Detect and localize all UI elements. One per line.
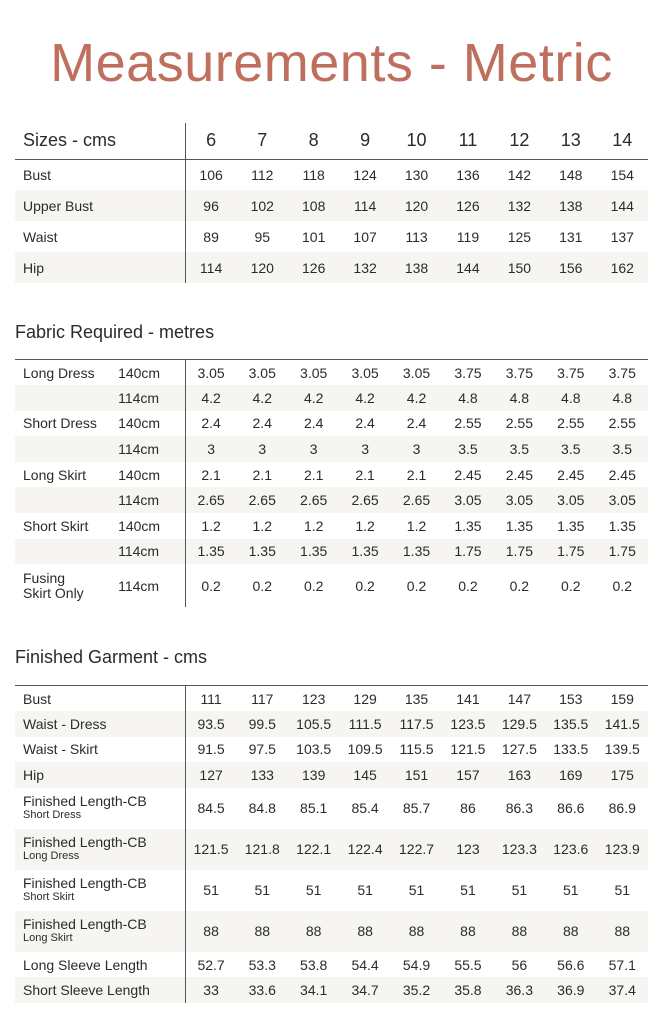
size-header: 7 — [237, 123, 288, 159]
value-cell: 112 — [251, 166, 274, 183]
value-cell: 142 — [507, 166, 532, 183]
value-cell: 2.65 — [339, 487, 390, 513]
value-cell: 85.7 — [402, 800, 431, 817]
value-cell: 138 — [545, 190, 596, 221]
value-cell: 4.2 — [185, 385, 236, 411]
value-cell: 2.45 — [505, 466, 533, 483]
value-cell: 88 — [237, 911, 288, 952]
value-cell: 34.1 — [288, 977, 339, 1003]
value-cell: 51 — [305, 882, 322, 899]
value-cell: 4.2 — [391, 385, 442, 411]
value-cell: 130 — [404, 166, 429, 183]
fabric-width: 114cm — [118, 436, 185, 462]
value-cell: 0.2 — [406, 577, 427, 594]
value-cell: 37.4 — [597, 977, 649, 1003]
value-cell: 54.4 — [351, 956, 379, 973]
value-cell: 0.2 — [252, 577, 272, 594]
value-cell: 2.65 — [288, 487, 339, 513]
value-cell: 1.35 — [391, 539, 442, 565]
value-cell: 157 — [442, 762, 493, 788]
value-cell: 3.05 — [185, 360, 236, 386]
value-cell: 123.3 — [494, 829, 545, 870]
value-cell: 129 — [353, 690, 377, 707]
row-label: Waist - Skirt — [23, 741, 98, 758]
value-cell: 84.5 — [185, 788, 236, 829]
table-row — [15, 360, 648, 386]
value-cell: 163 — [494, 762, 545, 788]
row-label: Hip — [15, 762, 185, 788]
value-cell: 51 — [460, 882, 476, 899]
value-cell: 3.75 — [557, 364, 585, 381]
value-cell: 91.5 — [185, 737, 236, 763]
value-cell: 105.5 — [288, 711, 339, 737]
value-cell: 111.5 — [339, 711, 390, 737]
value-cell: 136 — [456, 166, 480, 183]
value-cell: 2.1 — [303, 466, 324, 483]
value-cell: 109.5 — [347, 741, 383, 758]
value-cell: 55.5 — [454, 956, 482, 973]
value-cell: 150 — [494, 252, 545, 283]
value-cell: 125 — [507, 228, 532, 245]
table-row — [15, 436, 648, 462]
value-cell: 144 — [597, 190, 649, 221]
table-row — [15, 487, 648, 513]
value-cell: 88 — [494, 911, 545, 952]
body-measurements-table — [15, 123, 648, 283]
value-cell: 114 — [185, 252, 236, 283]
sizes-header-label: Sizes - cms — [15, 123, 185, 159]
value-cell: 1.35 — [185, 539, 236, 565]
value-cell: 127 — [185, 762, 236, 788]
table-row — [15, 911, 648, 952]
value-cell: 56.6 — [557, 956, 585, 973]
value-cell: 2.4 — [355, 415, 375, 432]
value-cell: 51 — [185, 870, 236, 911]
row-label: Waist - Dress — [15, 711, 185, 737]
value-cell: 3 — [288, 436, 339, 462]
row-label: Short Skirt — [23, 517, 89, 534]
value-cell: 86 — [460, 800, 476, 817]
value-cell: 1.35 — [339, 539, 390, 565]
value-cell: 1.75 — [494, 539, 545, 565]
value-cell: 1.75 — [442, 539, 493, 565]
value-cell: 123.6 — [545, 829, 596, 870]
value-cell: 122.1 — [288, 829, 339, 870]
value-cell: 101 — [302, 228, 326, 245]
value-cell: 3.75 — [608, 364, 636, 381]
row-label: Waist — [23, 228, 58, 245]
value-cell: 85.4 — [351, 800, 379, 817]
value-cell: 0.2 — [458, 577, 478, 594]
table-row — [15, 190, 648, 221]
row-label — [15, 788, 185, 829]
value-cell: 4.8 — [494, 385, 545, 411]
value-cell: 53.3 — [248, 956, 276, 973]
fabric-width: 114cm — [118, 539, 185, 565]
size-header: 8 — [288, 123, 339, 159]
value-cell: 3.05 — [494, 487, 545, 513]
value-cell: 148 — [559, 166, 583, 183]
fusing-label-line1: Fusing — [23, 569, 66, 586]
row-label-sub: Short Skirt — [23, 891, 75, 904]
row-label — [15, 564, 118, 607]
value-cell: 141 — [456, 690, 480, 707]
row-label-main: Finished Length-CB — [23, 793, 147, 810]
table-row — [15, 977, 648, 1003]
value-cell: 2.1 — [406, 466, 427, 483]
value-cell: 1.35 — [557, 517, 585, 534]
table-row — [15, 870, 648, 911]
value-cell: 1.2 — [355, 517, 375, 534]
row-label — [15, 870, 185, 911]
value-cell: 89 — [185, 221, 236, 252]
size-header: 6 — [185, 123, 236, 159]
value-cell: 3.05 — [402, 364, 431, 381]
value-cell: 2.1 — [355, 466, 375, 483]
row-label: Bust — [23, 166, 52, 183]
value-cell: 88 — [339, 911, 390, 952]
value-cell: 4.8 — [442, 385, 493, 411]
value-cell: 0.2 — [185, 564, 236, 607]
value-cell: 88 — [442, 911, 493, 952]
value-cell: 132 — [339, 252, 390, 283]
value-cell: 2.65 — [391, 487, 442, 513]
row-label — [15, 911, 185, 952]
row-label — [15, 829, 185, 870]
value-cell: 131 — [559, 228, 583, 245]
value-cell: 53.8 — [300, 956, 328, 973]
value-cell: 175 — [597, 762, 649, 788]
value-cell: 3.05 — [351, 364, 379, 381]
row-label: Short Dress — [23, 415, 97, 432]
row-label-main: Finished Length-CB — [23, 834, 147, 851]
value-cell: 1.35 — [505, 517, 533, 534]
row-label — [15, 385, 118, 411]
table-row — [15, 252, 648, 283]
value-cell: 151 — [391, 762, 442, 788]
size-header: 12 — [494, 123, 545, 159]
value-cell: 1.75 — [597, 539, 649, 565]
value-cell: 51 — [408, 882, 425, 899]
value-cell: 3.05 — [300, 364, 328, 381]
value-cell: 3 — [339, 436, 390, 462]
value-cell: 1.2 — [303, 517, 324, 534]
value-cell: 113 — [405, 228, 428, 245]
value-cell: 2.45 — [454, 466, 482, 483]
value-cell: 138 — [391, 252, 442, 283]
value-cell: 57.1 — [608, 956, 636, 973]
value-cell: 3.05 — [597, 487, 649, 513]
value-cell: 0.2 — [612, 577, 632, 594]
size-header: 10 — [391, 123, 442, 159]
value-cell: 96 — [185, 190, 236, 221]
value-cell: 4.8 — [545, 385, 596, 411]
value-cell: 1.75 — [545, 539, 596, 565]
value-cell: 132 — [494, 190, 545, 221]
row-label-sub: Long Skirt — [23, 932, 73, 945]
value-cell: 123.5 — [442, 711, 493, 737]
value-cell: 88 — [597, 911, 649, 952]
value-cell: 4.2 — [339, 385, 390, 411]
row-label-main: Finished Length-CB — [23, 875, 147, 892]
value-cell: 103.5 — [296, 741, 332, 758]
row-label — [15, 539, 118, 565]
value-cell: 107 — [353, 228, 377, 245]
value-cell: 1.35 — [237, 539, 288, 565]
value-cell: 2.45 — [557, 466, 585, 483]
table-row — [15, 513, 648, 539]
value-cell: 133.5 — [553, 741, 589, 758]
value-cell: 139.5 — [604, 741, 640, 758]
size-header: 13 — [545, 123, 596, 159]
fabric-width: 140cm — [118, 466, 161, 483]
value-cell: 154 — [610, 166, 634, 183]
value-cell: 126 — [442, 190, 493, 221]
value-cell: 86.3 — [505, 800, 533, 817]
value-cell: 139 — [288, 762, 339, 788]
value-cell: 115.5 — [399, 741, 434, 758]
row-label: Upper Bust — [15, 190, 185, 221]
value-cell: 147 — [507, 690, 532, 707]
value-cell: 97.5 — [248, 741, 276, 758]
size-header: 9 — [339, 123, 390, 159]
value-cell: 159 — [610, 690, 634, 707]
value-cell: 1.2 — [252, 517, 272, 534]
value-cell: 1.35 — [288, 539, 339, 565]
finished-garment-table — [15, 685, 648, 1003]
value-cell: 36.3 — [494, 977, 545, 1003]
value-cell: 120 — [391, 190, 442, 221]
fabric-width: 140cm — [118, 415, 161, 432]
fabric-required-table — [15, 359, 648, 607]
table-row — [15, 737, 648, 763]
table-row — [15, 829, 648, 870]
value-cell: 3.75 — [505, 364, 533, 381]
value-cell: 4.2 — [288, 385, 339, 411]
value-cell: 88 — [391, 911, 442, 952]
value-cell: 118 — [302, 166, 325, 183]
value-cell: 126 — [288, 252, 339, 283]
value-cell: 129.5 — [494, 711, 545, 737]
value-cell: 3.5 — [494, 436, 545, 462]
value-cell: 135.5 — [545, 711, 596, 737]
row-label — [15, 487, 118, 513]
value-cell: 93.5 — [185, 711, 236, 737]
value-cell: 1.35 — [454, 517, 482, 534]
table-row — [15, 711, 648, 737]
fabric-width: 114cm — [118, 487, 185, 513]
value-cell: 102 — [237, 190, 288, 221]
size-header: 11 — [442, 123, 493, 159]
value-cell: 2.1 — [252, 466, 272, 483]
value-cell: 85.1 — [300, 800, 328, 817]
value-cell: 108 — [288, 190, 339, 221]
value-cell: 123.9 — [597, 829, 649, 870]
value-cell: 2.4 — [303, 415, 324, 432]
row-label-sub: Short Dress — [23, 809, 82, 822]
value-cell: 122.7 — [391, 829, 442, 870]
value-cell: 144 — [442, 252, 493, 283]
value-cell: 3.5 — [442, 436, 493, 462]
value-cell: 35.8 — [442, 977, 493, 1003]
value-cell: 3 — [185, 436, 236, 462]
value-cell: 2.55 — [454, 415, 482, 432]
value-cell: 127.5 — [501, 741, 537, 758]
value-cell: 52.7 — [185, 952, 236, 978]
fusing-label-line2: Skirt Only — [23, 584, 84, 601]
value-cell: 0.2 — [509, 577, 530, 594]
value-cell: 51 — [563, 882, 579, 899]
value-cell: 88 — [185, 911, 236, 952]
page-title: Measurements - Metric — [50, 33, 613, 93]
value-cell: 162 — [597, 252, 649, 283]
value-cell: 2.4 — [406, 415, 427, 432]
value-cell: 34.7 — [339, 977, 390, 1003]
value-cell: 1.2 — [185, 513, 236, 539]
table-row — [15, 159, 648, 190]
row-label — [15, 436, 118, 462]
fabric-width: 114cm — [118, 385, 185, 411]
row-label: Long Dress — [23, 364, 95, 381]
value-cell: 141.5 — [597, 711, 649, 737]
value-cell: 33 — [185, 977, 236, 1003]
value-cell: 137 — [610, 228, 634, 245]
value-cell: 4.2 — [237, 385, 288, 411]
value-cell: 51 — [254, 882, 271, 899]
value-cell: 95 — [254, 228, 271, 245]
value-cell: 51 — [614, 882, 631, 899]
value-cell: 122.4 — [339, 829, 390, 870]
value-cell: 3.75 — [454, 364, 482, 381]
fabric-width: 140cm — [118, 364, 161, 381]
value-cell: 88 — [288, 911, 339, 952]
value-cell: 36.9 — [545, 977, 596, 1003]
value-cell: 124 — [353, 166, 377, 183]
value-cell: 145 — [339, 762, 390, 788]
value-cell: 121.8 — [237, 829, 288, 870]
value-cell: 153 — [559, 690, 583, 707]
value-cell: 169 — [545, 762, 596, 788]
table-row — [15, 221, 648, 252]
value-cell: 3 — [391, 436, 442, 462]
value-cell: 121.5 — [450, 741, 486, 758]
table-row — [15, 539, 648, 565]
table-row — [15, 462, 648, 488]
value-cell: 0.2 — [355, 577, 375, 594]
size-header: 14 — [597, 123, 649, 159]
value-cell: 120 — [237, 252, 288, 283]
value-cell: 3.5 — [597, 436, 649, 462]
value-cell: 86.6 — [557, 800, 585, 817]
fabric-width: 140cm — [118, 517, 161, 534]
table-row — [15, 411, 648, 437]
garment-section-title: Finished Garment - cms — [15, 647, 208, 667]
value-cell: 114 — [339, 190, 390, 221]
row-label-main: Finished Length-CB — [23, 916, 147, 933]
value-cell: 1.2 — [406, 517, 427, 534]
row-label: Long Skirt — [23, 466, 87, 483]
value-cell: 135 — [404, 690, 429, 707]
row-label: Hip — [15, 252, 185, 283]
value-cell: 2.1 — [185, 462, 236, 488]
row-label: Bust — [23, 690, 52, 707]
value-cell: 117 — [251, 690, 274, 707]
value-cell: 2.4 — [252, 415, 272, 432]
value-cell: 1.35 — [608, 517, 636, 534]
value-cell: 88 — [545, 911, 596, 952]
value-cell: 4.8 — [597, 385, 649, 411]
value-cell: 2.65 — [237, 487, 288, 513]
value-cell: 3.05 — [248, 364, 276, 381]
value-cell: 0.2 — [303, 577, 324, 594]
value-cell: 54.9 — [402, 956, 431, 973]
sizes-header-row — [15, 123, 648, 159]
table-row — [15, 952, 648, 978]
value-cell: 3.05 — [442, 487, 493, 513]
value-cell: 99.5 — [237, 711, 288, 737]
value-cell: 106 — [185, 159, 236, 190]
value-cell: 3.05 — [545, 487, 596, 513]
value-cell: 117.5 — [391, 711, 442, 737]
value-cell: 121.5 — [185, 829, 236, 870]
value-cell: 2.45 — [608, 466, 636, 483]
value-cell: 51 — [511, 882, 528, 899]
table-row — [15, 788, 648, 829]
table-row — [15, 686, 648, 712]
value-cell: 2.4 — [185, 411, 236, 437]
table-row — [15, 564, 648, 607]
value-cell: 2.55 — [608, 415, 636, 432]
table-row — [15, 762, 648, 788]
value-cell: 0.2 — [561, 577, 581, 594]
value-cell: 123 — [302, 690, 326, 707]
value-cell: 111 — [185, 686, 236, 712]
value-cell: 2.65 — [185, 487, 236, 513]
value-cell: 3 — [237, 436, 288, 462]
value-cell: 123 — [442, 829, 493, 870]
value-cell: 86.9 — [608, 800, 636, 817]
row-label: Short Sleeve Length — [15, 977, 185, 1003]
value-cell: 35.2 — [391, 977, 442, 1003]
value-cell: 33.6 — [237, 977, 288, 1003]
fabric-section-title: Fabric Required - metres — [15, 322, 215, 342]
value-cell: 56 — [511, 956, 528, 973]
row-label-sub: Long Dress — [23, 850, 80, 863]
value-cell: 3.5 — [545, 436, 596, 462]
value-cell: 2.55 — [505, 415, 533, 432]
value-cell: 84.8 — [248, 800, 276, 817]
value-cell: 51 — [357, 882, 373, 899]
table-row — [15, 385, 648, 411]
value-cell: 133 — [237, 762, 288, 788]
value-cell: 156 — [545, 252, 596, 283]
row-label: Long Sleeve Length — [23, 956, 148, 973]
fabric-width: 114cm — [118, 577, 160, 594]
value-cell: 2.55 — [557, 415, 585, 432]
value-cell: 119 — [456, 228, 480, 245]
